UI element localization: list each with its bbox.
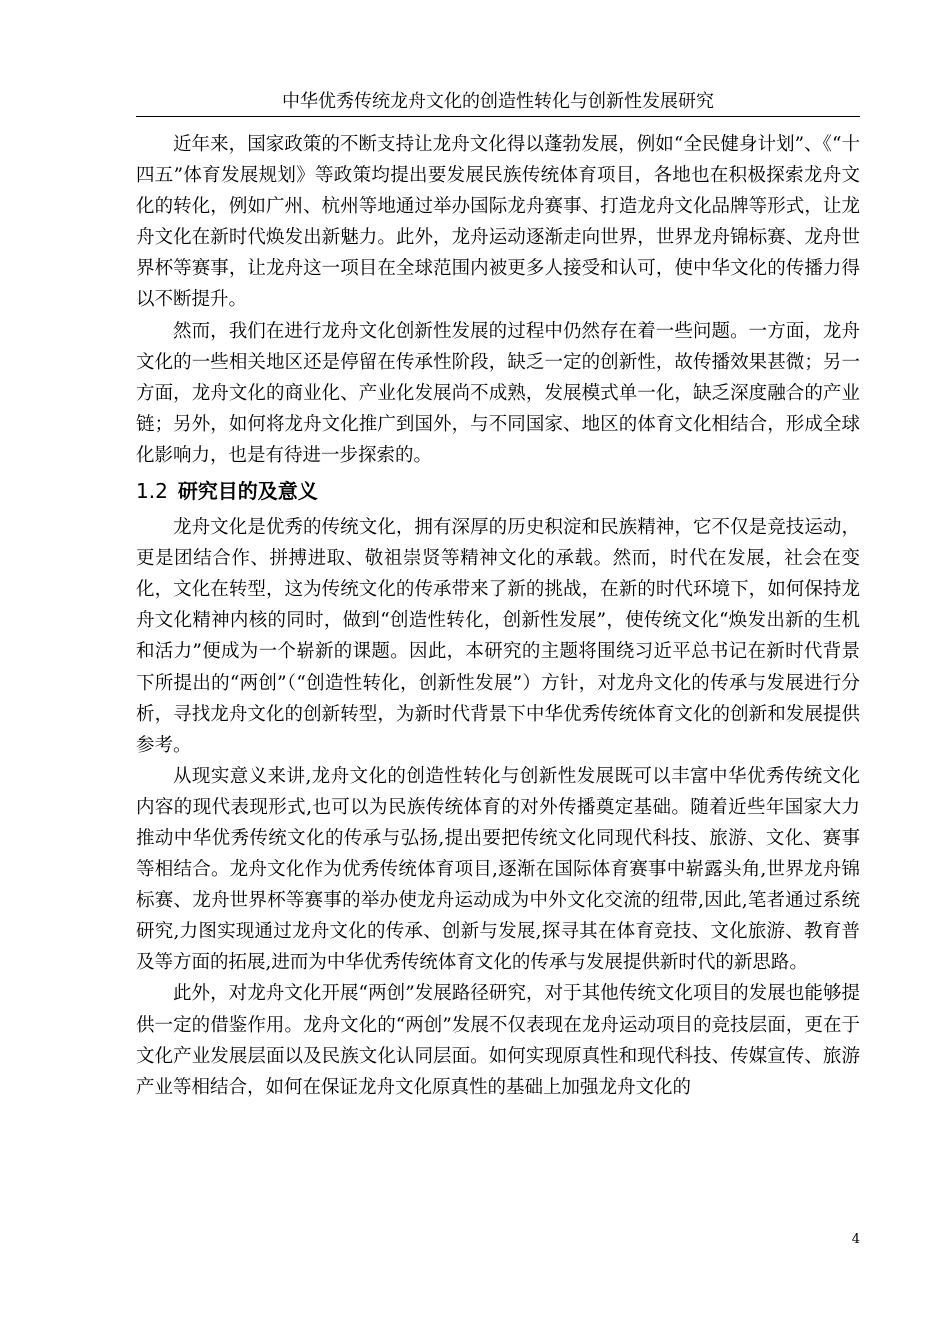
section-heading (136, 471, 860, 512)
paragraph-reference-value: 此外，对龙舟文化开展“两创”发展路径研究，对于其他传统文化项目的发展也能够提供一定的借鉴作用。龙舟文化的“两创”发展不仅表现在龙舟运动项目的竞技层面，更在于文化产业发展层面以及民族文化认同层面。如何实现原真性和现代科技、传媒宣传、旅游产业等相结合，如何在保证龙舟文化原真性的基础上加强龙舟文化的 (136, 983, 860, 1098)
section-title: 研究目的及意义 (177, 479, 318, 504)
paragraph-practical-significance: 从现实意义来讲,龙舟文化的创造性转化与创新性发展既可以丰富中华优秀传统文化内容的现代表现形式,也可以为民族传统体育的对外传播奠定基础。随着近些年国家大力推动中华优秀传统文化的传承与弘扬,提出要把传统文化同现代科技、旅游、文化、赛事等相结合。龙舟文化作为优秀传统体育项目,逐渐在国际体育赛事中崭露头角,世界龙舟锦标赛、龙舟世界杯等赛事的举办使龙舟运动成为中外文化交流的纽带,因此,笔者通过系统研究,力图实现通过龙舟文化的传承、创新与发展,探寻其在体育竞技、文化旅游、教育普及等方面的拓展,进而为中华优秀传统体育文化的传承与发展提供新时代的新思路。 (136, 765, 860, 974)
running-header: 中华优秀传统龙舟文化的创造性转化与创新性发展研究 (282, 91, 714, 112)
paragraph-research-purpose: 龙舟文化是优秀的传统文化，拥有深厚的历史积淀和民族精神，它不仅是竞技运动，更是团结合作、拼搏进取、敬祖崇贤等精神文化的承载。然而，时代在发展，社会在变化，文化在转型，这为传统文化的传承带来了新的挑战，在新的时代环境下，如何保持龙舟文化精神内核的同时，做到“创造性转化，创新性发展”，使传统文化“焕发出新的生机和活力”便成为一个崭新的课题。因此，本研究的主题将围绕习近平总书记在新时代背景下所提出的“两创”（“创造性转化，创新性发展”）方针，对龙舟文化的传承与发展进行分析，寻找龙舟文化的创新转型，为新时代背景下中华优秀传统体育文化的创新和发展提供参考。 (136, 517, 860, 756)
section-number: 1.2 (136, 479, 168, 504)
page-number: 4 (851, 1232, 860, 1247)
paragraph-policy-support: 近年来，国家政策的不断支持让龙舟文化得以蓬勃发展，例如“全民健身计划”、《“十四五”体育发展规划》等政策均提出要发展民族传统体育项目，各地也在积极探索龙舟文化的转化，例如广州、杭州等地通过举办国际龙舟赛事、打造龙舟文化品牌等形式，让龙舟文化在新时代焕发出新魅力。此外，龙舟运动逐渐走向世界，世界龙舟锦标赛、龙舟世界杯等赛事，让龙舟这一项目在全球范围内被更多人接受和认可，使中华文化的传播力得以不断提升。 (136, 134, 860, 311)
header-rule (136, 116, 860, 117)
body-text (136, 129, 860, 1103)
paragraph-existing-problems: 然而，我们在进行龙舟文化创新性发展的过程中仍然存在着一些问题。一方面，龙舟文化的一些相关地区还是停留在传承性阶段，缺乏一定的创新性，故传播效果甚微；另一方面，龙舟文化的商业化、产业化发展尚不成熟，发展模式单一化，缺乏深度融合的产业链；另外，如何将龙舟文化推广到国外，与不同国家、地区的体育文化相结合，形成全球化影响力，也是有待进一步探索的。 (136, 320, 860, 466)
